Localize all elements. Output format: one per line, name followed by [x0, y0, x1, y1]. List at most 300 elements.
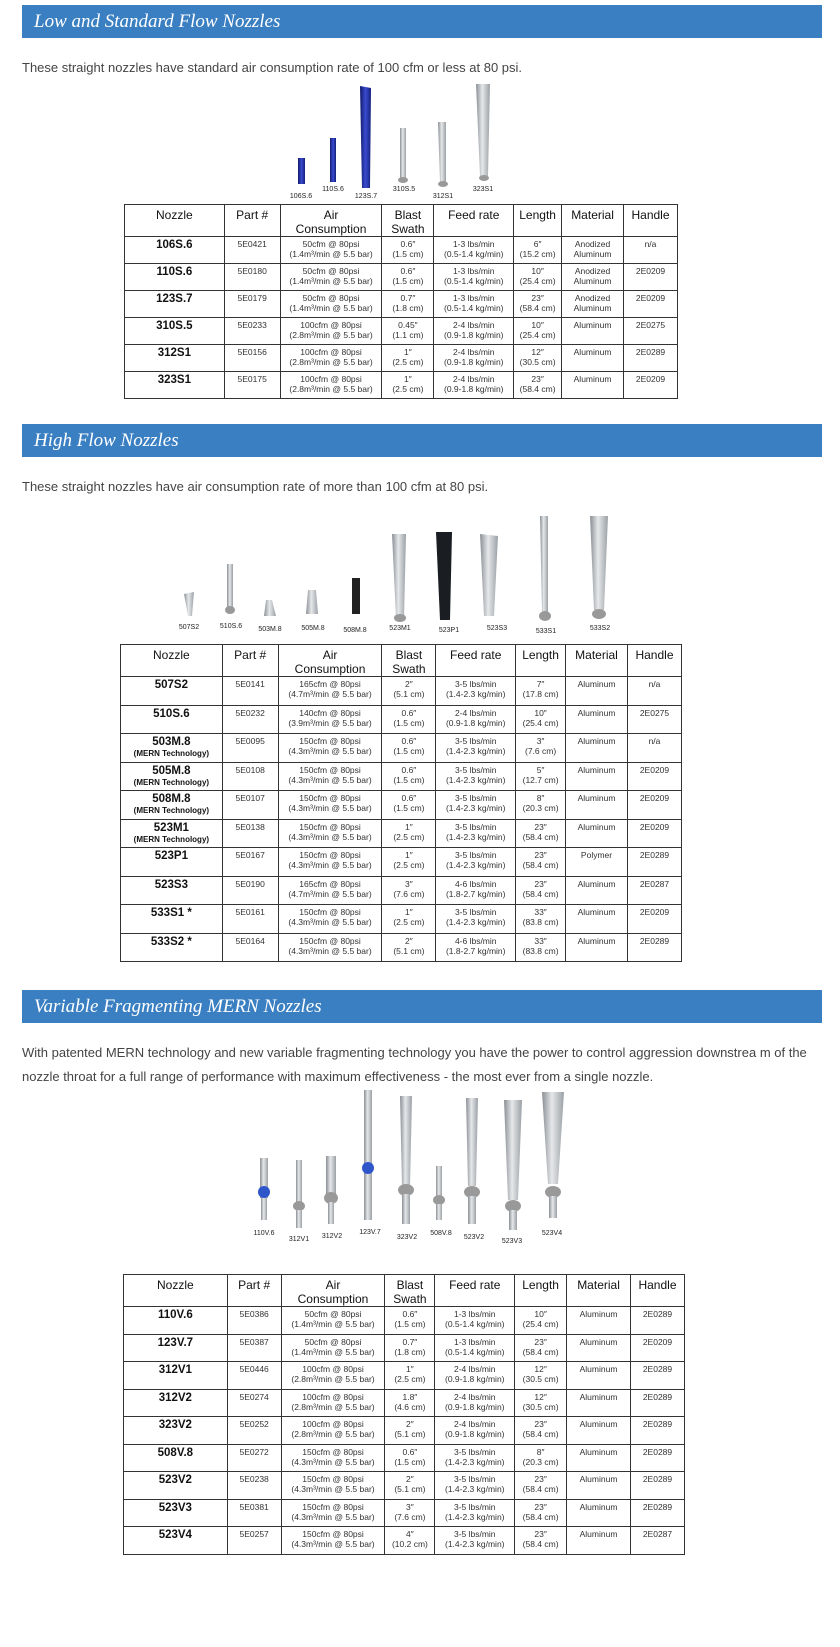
handle-cell: 2E0289 — [627, 848, 681, 877]
length-line: 10″ — [534, 707, 547, 718]
air-consumption-line: (4.3m³/min @ 5.5 bar) — [288, 774, 372, 785]
column-header-line: Length — [522, 648, 559, 662]
part-number-cell: 5E0190 — [222, 876, 278, 905]
material-line: Anodized — [574, 266, 611, 276]
air-consumption-line: 100cfm @ 80psi — [300, 374, 362, 384]
blast-swath-line: 0.7″ — [402, 1336, 418, 1347]
part-number-cell: 5E0107 — [222, 791, 278, 820]
section-3-title: Variable Fragmenting MERN Nozzles — [22, 990, 822, 1023]
feed-rate-line: 3-5 lbs/min — [454, 793, 497, 803]
nozzle-cell — [125, 237, 225, 264]
nozzle-technology: (MERN Technology) — [133, 749, 210, 758]
column-header — [516, 645, 566, 677]
material-cell — [567, 1334, 631, 1362]
blast-swath-cell — [385, 1472, 435, 1500]
feed-rate-line: 3-5 lbs/min — [454, 821, 497, 832]
table-row — [124, 1472, 685, 1500]
air-consumption-cell — [281, 1472, 385, 1500]
feed-rate-cell — [434, 291, 514, 318]
nozzle-cell — [121, 705, 223, 734]
nozzle-cell — [125, 264, 225, 291]
feed-rate-line: 1-3 lbs/min — [453, 1336, 496, 1347]
length-cell — [514, 291, 562, 318]
part-number-cell: 5E0167 — [222, 848, 278, 877]
material-line: Aluminum — [573, 320, 612, 330]
blast-swath-cell — [382, 819, 436, 848]
feed-rate-cell — [435, 1499, 515, 1527]
column-header-line: Handle — [638, 1278, 677, 1292]
handle-cell: 2E0287 — [630, 1527, 684, 1555]
column-header-line: Air — [323, 208, 339, 222]
length-line: 8″ — [536, 793, 545, 803]
length-cell — [516, 876, 566, 905]
material-cell — [566, 848, 628, 877]
section-2-spec-table — [120, 644, 682, 962]
length-line: (25.4 cm) — [519, 276, 556, 286]
feed-rate-line: 3-5 lbs/min — [453, 1474, 496, 1484]
image-label: 323S1 — [472, 186, 494, 193]
feed-rate-cell — [434, 372, 514, 399]
nozzle-model: 503M.8 — [152, 736, 191, 748]
material-line: Polymer — [580, 850, 613, 860]
part-number-cell: 5E0156 — [224, 345, 280, 372]
length-cell — [514, 264, 562, 291]
image-label: 508M.8 — [343, 627, 367, 634]
air-consumption-line: (4.3m³/min @ 5.5 bar) — [288, 945, 372, 956]
table-row — [121, 762, 682, 791]
image-label: 110S.6 — [322, 186, 344, 193]
blast-swath-line: (1.5 cm) — [393, 717, 425, 728]
nozzle-model: 523V2 — [158, 1474, 192, 1486]
length-line: 23″ — [531, 374, 544, 384]
table-row — [125, 264, 678, 291]
air-consumption-line: (4.3m³/min @ 5.5 bar) — [291, 1484, 375, 1494]
feed-rate-cell — [436, 705, 516, 734]
table-row — [121, 819, 682, 848]
handle-cell: n/a — [627, 734, 681, 763]
length-line: 23″ — [534, 850, 547, 860]
table-row — [124, 1499, 685, 1527]
length-line: 23″ — [534, 1419, 547, 1429]
air-consumption-line: 100cfm @ 80psi — [302, 1364, 364, 1374]
column-header-line: Air — [325, 1278, 341, 1292]
feed-rate-line: 3-5 lbs/min — [453, 1446, 496, 1457]
air-consumption-line: (4.3m³/min @ 5.5 bar) — [288, 831, 372, 842]
nozzle-technology: (MERN Technology) — [133, 834, 210, 844]
air-consumption-line: 100cfm @ 80psi — [300, 347, 362, 357]
part-number-cell: 5E0138 — [222, 819, 278, 848]
table-row — [125, 318, 678, 345]
air-consumption-line: 50cfm @ 80psi — [302, 239, 360, 249]
length-line: 23″ — [534, 1529, 547, 1539]
blast-swath-line: (1.5 cm) — [394, 1319, 426, 1329]
feed-rate-line: 3-5 lbs/min — [454, 736, 497, 746]
material-line: Aluminum — [579, 1529, 618, 1539]
air-consumption-line: 150cfm @ 80psi — [302, 1529, 364, 1539]
image-label: 523V3 — [501, 1238, 523, 1245]
column-header-line: Blast — [394, 208, 422, 222]
length-cell — [516, 905, 566, 934]
air-consumption-line: 165cfm @ 80psi — [299, 679, 361, 689]
blast-swath-line: 1″ — [405, 850, 413, 860]
part-number-cell: 5E0180 — [224, 264, 280, 291]
nozzle-model: 123V.7 — [157, 1336, 194, 1349]
material-line: Aluminum — [579, 1391, 618, 1402]
blast-swath-line: 0.6″ — [401, 736, 417, 746]
column-header — [278, 645, 382, 677]
length-line: (58.4 cm) — [522, 860, 559, 870]
column-header-line: Handle — [631, 208, 670, 222]
nozzle-model: 523S3 — [154, 878, 188, 891]
air-consumption-line: (1.4m³/min @ 5.5 bar) — [289, 249, 373, 259]
length-cell — [516, 734, 566, 763]
column-header-line: Nozzle — [153, 648, 190, 662]
section-1-title: Low and Standard Flow Nozzles — [22, 5, 822, 38]
air-consumption-line: 150cfm @ 80psi — [302, 1446, 364, 1457]
blast-swath-cell — [382, 791, 436, 820]
part-number-cell: 5E0257 — [227, 1527, 281, 1555]
feed-rate-line: (1.4-2.3 kg/min) — [444, 1539, 505, 1549]
blast-swath-line: 0.6″ — [402, 1446, 418, 1457]
nozzle-model: 523V4 — [158, 1529, 192, 1541]
column-header-line: Nozzle — [157, 1278, 194, 1292]
air-consumption-cell — [278, 933, 382, 962]
part-number-cell: 5E0387 — [227, 1334, 281, 1362]
image-label: 123S.7 — [354, 193, 378, 200]
feed-rate-cell — [436, 933, 516, 962]
image-label: 523V4 — [541, 1230, 563, 1237]
blast-swath-line: 1″ — [405, 907, 413, 917]
blast-swath-line: (2.5 cm) — [394, 1374, 426, 1384]
air-consumption-cell — [281, 1499, 385, 1527]
material-cell — [562, 372, 624, 399]
air-consumption-line: 150cfm @ 80psi — [299, 764, 361, 775]
feed-rate-line: 3-5 lbs/min — [453, 1501, 496, 1512]
handle-cell: 2E0209 — [630, 1334, 684, 1362]
air-consumption-line: 150cfm @ 80psi — [302, 1501, 364, 1512]
table-row — [121, 933, 682, 962]
feed-rate-cell — [435, 1472, 515, 1500]
column-header-line: Swath — [391, 222, 425, 236]
image-label: 523S3 — [486, 625, 508, 632]
feed-rate-line: (1.4-2.3 kg/min) — [444, 1511, 505, 1522]
table-row — [125, 291, 678, 318]
nozzle-cell — [121, 677, 223, 706]
material-cell — [567, 1389, 631, 1417]
feed-rate-cell — [434, 318, 514, 345]
length-cell — [514, 345, 562, 372]
material-line: Aluminum — [573, 276, 612, 286]
material-cell — [566, 762, 628, 791]
air-consumption-line: (3.9m³/min @ 5.5 bar) — [288, 717, 372, 728]
nozzle-cell — [124, 1307, 228, 1335]
nozzle-cell — [124, 1527, 228, 1555]
image-label: 508V.8 — [430, 1230, 452, 1237]
image-label: 523V2 — [463, 1234, 485, 1241]
air-consumption-line: 150cfm @ 80psi — [302, 1474, 364, 1484]
feed-rate-line: (0.5-1.4 kg/min) — [443, 303, 504, 313]
air-consumption-line: 150cfm @ 80psi — [299, 736, 361, 746]
nozzle-cell — [121, 933, 223, 962]
material-cell — [566, 677, 628, 706]
length-line: (58.4 cm) — [522, 1429, 559, 1439]
air-consumption-line: 140cfm @ 80psi — [299, 707, 361, 718]
feed-rate-line: 3-5 lbs/min — [454, 907, 497, 917]
nozzle-cell — [121, 848, 223, 877]
length-line: 8″ — [536, 1446, 545, 1457]
nozzle-cell — [121, 791, 223, 820]
length-line: (17.8 cm) — [522, 689, 559, 699]
material-line: Aluminum — [577, 907, 616, 917]
feed-rate-line: 1-3 lbs/min — [452, 266, 495, 276]
length-line: (20.3 cm) — [522, 1456, 559, 1467]
feed-rate-cell — [434, 237, 514, 264]
material-line: Aluminum — [577, 793, 616, 803]
blast-swath-line: (2.5 cm) — [393, 860, 425, 870]
blast-swath-cell — [382, 762, 436, 791]
column-header — [624, 205, 678, 237]
table-header-row — [121, 645, 682, 677]
length-line: 23″ — [534, 878, 547, 889]
feed-rate-line: (0.5-1.4 kg/min) — [443, 276, 504, 286]
nozzle-cell — [124, 1472, 228, 1500]
nozzle-cell — [125, 318, 225, 345]
feed-rate-line: (1.4-2.3 kg/min) — [445, 917, 506, 927]
air-consumption-line: (2.8m³/min @ 5.5 bar) — [291, 1401, 375, 1412]
feed-rate-cell — [436, 677, 516, 706]
table-header-row — [124, 1275, 685, 1307]
blast-swath-cell — [382, 677, 436, 706]
feed-rate-cell — [436, 848, 516, 877]
nozzle-cell — [125, 345, 225, 372]
handle-cell: n/a — [624, 237, 678, 264]
nozzle-model: 523P1 — [154, 850, 188, 862]
handle-cell: 2E0289 — [630, 1472, 684, 1500]
table-row — [125, 372, 678, 399]
material-line: Aluminum — [579, 1419, 618, 1429]
length-cell — [515, 1499, 567, 1527]
column-header — [385, 1275, 435, 1307]
material-cell — [566, 734, 628, 763]
handle-cell: 2E0289 — [624, 345, 678, 372]
air-consumption-cell — [281, 1307, 385, 1335]
image-label: 312V2 — [321, 1233, 343, 1240]
nozzle-model: 523M1 — [153, 821, 189, 834]
feed-rate-line: (1.4-2.3 kg/min) — [444, 1484, 505, 1494]
nozzle-cell — [121, 876, 223, 905]
material-cell — [562, 264, 624, 291]
air-consumption-line: (4.3m³/min @ 5.5 bar) — [291, 1511, 375, 1522]
material-cell — [566, 905, 628, 934]
blast-swath-cell — [385, 1389, 435, 1417]
blast-swath-cell — [382, 291, 434, 318]
table-row — [121, 705, 682, 734]
feed-rate-line: 2-4 lbs/min — [453, 1419, 496, 1429]
blast-swath-line: (1.5 cm) — [393, 746, 425, 756]
blast-swath-line: 3″ — [405, 878, 413, 889]
length-line: (20.3 cm) — [522, 803, 559, 813]
feed-rate-line: 2-4 lbs/min — [452, 320, 495, 330]
column-header-line: Air — [322, 648, 338, 662]
table-row — [121, 677, 682, 706]
feed-rate-cell — [435, 1362, 515, 1390]
column-header-line: Blast — [396, 1278, 424, 1292]
nozzle-model: 533S1 * — [150, 907, 192, 919]
section-3-spec-table — [123, 1274, 685, 1555]
length-line: (25.4 cm) — [522, 717, 559, 728]
column-header — [382, 205, 434, 237]
column-header-line: Swath — [392, 662, 426, 676]
blast-swath-cell — [385, 1334, 435, 1362]
nozzle-technology: (MERN Technology) — [133, 806, 210, 815]
blast-swath-line: (4.6 cm) — [394, 1401, 426, 1412]
column-header-line: Material — [577, 1278, 620, 1292]
part-number-cell: 5E0421 — [224, 237, 280, 264]
air-consumption-cell — [281, 1334, 385, 1362]
nozzle-model: 110S.6 — [156, 266, 193, 278]
nozzle-model: 510S.6 — [153, 707, 190, 720]
column-header-line: Swath — [393, 1292, 427, 1306]
image-label: 312S1 — [432, 193, 454, 200]
blast-swath-line: (1.5 cm) — [392, 249, 424, 259]
nozzle-model: 110V.6 — [157, 1309, 193, 1321]
part-number-cell: 5E0274 — [227, 1389, 281, 1417]
column-header — [224, 205, 280, 237]
material-cell — [566, 705, 628, 734]
nozzle-cell — [124, 1499, 228, 1527]
table-row — [125, 237, 678, 264]
material-cell — [566, 933, 628, 962]
column-header — [124, 1275, 228, 1307]
air-consumption-cell — [281, 1444, 385, 1472]
feed-rate-line: 3-5 lbs/min — [454, 679, 497, 689]
blast-swath-cell — [382, 318, 434, 345]
air-consumption-cell — [278, 762, 382, 791]
image-label: 312V1 — [288, 1236, 310, 1243]
column-header-line: Part # — [234, 648, 267, 662]
feed-rate-cell — [435, 1389, 515, 1417]
length-line: (58.4 cm) — [519, 384, 556, 394]
air-consumption-cell — [278, 848, 382, 877]
material-cell — [567, 1417, 631, 1445]
blast-swath-cell — [385, 1307, 435, 1335]
air-consumption-line: 150cfm @ 80psi — [299, 793, 361, 803]
blast-swath-line: (1.8 cm) — [392, 303, 424, 313]
blast-swath-line: 1″ — [406, 1364, 414, 1374]
section-2-description: These straight nozzles have air consumption rate of more than 100 cfm at 80 psi. — [22, 479, 489, 494]
blast-swath-line: (1.5 cm) — [393, 803, 425, 813]
length-line: (83.8 cm) — [522, 917, 559, 927]
blast-swath-line: 2″ — [405, 679, 413, 689]
table-row — [121, 734, 682, 763]
material-cell — [562, 318, 624, 345]
column-header-line: Material — [575, 648, 618, 662]
table-row — [124, 1307, 685, 1335]
air-consumption-line: 50cfm @ 80psi — [302, 293, 360, 303]
image-label: 323V2 — [396, 1234, 418, 1241]
table-row — [121, 848, 682, 877]
nozzle-model: 310S.5 — [156, 320, 193, 332]
column-header — [567, 1275, 631, 1307]
column-header — [227, 1275, 281, 1307]
handle-cell: 2E0289 — [630, 1499, 684, 1527]
material-cell — [562, 237, 624, 264]
nozzle-cell — [124, 1362, 228, 1390]
feed-rate-line: (1.4-2.3 kg/min) — [445, 746, 506, 756]
feed-rate-line: 2-4 lbs/min — [452, 347, 495, 357]
table-header-row — [125, 205, 678, 237]
blast-swath-line: (1.5 cm) — [392, 276, 424, 286]
column-header — [515, 1275, 567, 1307]
air-consumption-cell — [281, 1527, 385, 1555]
air-consumption-line: 100cfm @ 80psi — [302, 1391, 364, 1402]
material-cell — [567, 1444, 631, 1472]
material-line: Aluminum — [577, 935, 616, 946]
length-cell — [514, 372, 562, 399]
length-line: (58.4 cm) — [522, 1511, 559, 1522]
length-line: 33″ — [534, 935, 547, 946]
blast-swath-cell — [385, 1362, 435, 1390]
blast-swath-line: (7.6 cm) — [393, 888, 425, 899]
part-number-cell: 5E0252 — [227, 1417, 281, 1445]
nozzle-model: 505M.8 — [152, 764, 191, 777]
blast-swath-cell — [385, 1417, 435, 1445]
air-consumption-line: 150cfm @ 80psi — [299, 907, 361, 917]
handle-cell: 2E0209 — [627, 905, 681, 934]
nozzle-cell — [124, 1417, 228, 1445]
length-line: 23″ — [534, 1474, 547, 1484]
part-number-cell: 5E0233 — [224, 318, 280, 345]
nozzle-model: 123S.7 — [156, 293, 193, 305]
blast-swath-cell — [385, 1444, 435, 1472]
column-header — [222, 645, 278, 677]
air-consumption-cell — [278, 876, 382, 905]
feed-rate-line: (1.8-2.7 kg/min) — [445, 888, 506, 899]
column-header-line: Consumption — [295, 222, 367, 236]
feed-rate-cell — [435, 1527, 515, 1555]
length-line: 12″ — [534, 1391, 547, 1402]
material-line: Aluminum — [577, 878, 616, 889]
column-header-line: Feed rate — [449, 1278, 501, 1292]
length-line: (25.4 cm) — [519, 330, 556, 340]
column-header-line: Length — [522, 1278, 559, 1292]
length-line: (58.4 cm) — [522, 888, 559, 899]
length-line: 23″ — [534, 1336, 547, 1347]
nozzle-cell — [124, 1444, 228, 1472]
nozzle-model: 523V3 — [158, 1501, 192, 1514]
handle-cell: 2E0289 — [627, 933, 681, 962]
nozzle-cell — [121, 762, 223, 791]
material-line: Anodized — [574, 293, 611, 303]
material-cell — [566, 791, 628, 820]
length-line: 5″ — [536, 764, 545, 775]
air-consumption-cell — [278, 677, 382, 706]
blast-swath-line: 0.6″ — [401, 707, 417, 718]
image-label: 533S2 — [589, 625, 611, 632]
column-header-line: Material — [571, 208, 614, 222]
air-consumption-line: (4.3m³/min @ 5.5 bar) — [288, 746, 372, 756]
image-label: 123V.7 — [359, 1229, 381, 1236]
feed-rate-line: (1.4-2.3 kg/min) — [445, 860, 506, 870]
air-consumption-cell — [280, 372, 382, 399]
column-header-line: Handle — [635, 648, 674, 662]
blast-swath-cell — [382, 734, 436, 763]
feed-rate-line: (1.4-2.3 kg/min) — [445, 831, 506, 842]
feed-rate-line: 2-4 lbs/min — [454, 707, 497, 718]
feed-rate-line: (1.4-2.3 kg/min) — [445, 803, 506, 813]
part-number-cell: 5E0108 — [222, 762, 278, 791]
blast-swath-line: 2″ — [406, 1419, 414, 1429]
